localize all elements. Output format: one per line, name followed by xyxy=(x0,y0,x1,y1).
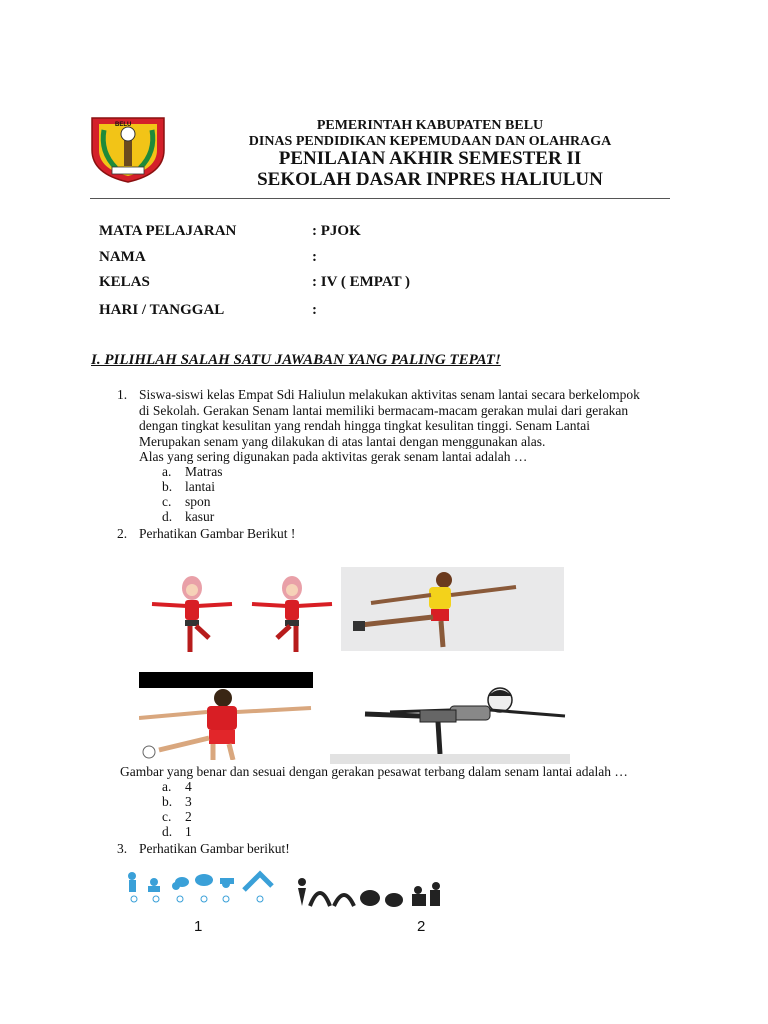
info-label-day-date: HARI / TANGGAL xyxy=(99,302,225,318)
question-1-option-b[interactable]: b. lantai xyxy=(162,479,215,494)
question-1-number: 1. xyxy=(117,387,128,402)
figure-girls-airplane-pose xyxy=(147,568,340,656)
info-label-name: NAMA xyxy=(99,249,146,265)
info-label-subject: MATA PELAJARAN xyxy=(99,223,237,239)
logo-text: BELU xyxy=(115,122,132,128)
question-2-text: Gambar yang benar dan sesuai dengan gerakan pesawat terbang dalam senam lantai adalah … xyxy=(120,764,628,779)
figure-roll-sequence-2 xyxy=(296,876,444,912)
header-exam-title: PENILAIAN AKHIR SEMESTER II xyxy=(278,148,582,169)
question-1-line: di Sekolah. Gerakan Senam lantai memiliki bermacam-macam gerakan mulai dari gerakan xyxy=(139,403,629,418)
info-value-subject: : PJOK xyxy=(312,223,361,239)
figure-boy-airplane-photo xyxy=(341,567,564,651)
question-2-number: 2. xyxy=(117,526,128,541)
question-1-option-a[interactable]: a. Matras xyxy=(162,464,223,479)
question-2-option-c[interactable]: c. 2 xyxy=(162,809,192,824)
info-value-name: : xyxy=(312,249,317,265)
info-label-class: KELAS xyxy=(99,274,150,290)
info-value-day-date: : xyxy=(312,302,317,318)
figure-boy-line-drawing xyxy=(330,680,570,764)
header-divider xyxy=(90,198,670,199)
question-2-option-b[interactable]: b. 3 xyxy=(162,794,192,809)
figure-boy-red-shirt xyxy=(139,672,313,760)
question-2-option-d[interactable]: d. 1 xyxy=(162,824,192,839)
school-logo xyxy=(86,112,170,184)
figure-label-2: 2 xyxy=(417,918,426,935)
question-2-prompt: Perhatikan Gambar Berikut ! xyxy=(139,526,296,541)
header-school-name: SEKOLAH DASAR INPRES HALIULUN xyxy=(257,169,603,190)
question-1-line: Alas yang sering digunakan pada aktivitas gerak senam lantai adalah … xyxy=(139,449,528,464)
question-3-number: 3. xyxy=(117,841,128,856)
section-title: I. PILIHLAH SALAH SATU JAWABAN YANG PALING TEPAT! xyxy=(91,352,501,368)
question-1-option-d[interactable]: d. kasur xyxy=(162,509,215,524)
figure-label-1: 1 xyxy=(194,918,203,935)
question-1-line: Merupakan senam yang dilakukan di atas lantai dengan menggunakan alas. xyxy=(139,434,546,449)
info-value-class: : IV ( EMPAT ) xyxy=(312,274,411,290)
question-1-line: dengan tingkat kesulitan yang rendah hingga tingkat kesulitan tinggi. Senam Lantai xyxy=(139,418,591,433)
header-department: DINAS PENDIDIKAN KEPEMUDAAN DAN OLAHRAGA xyxy=(248,134,612,149)
header-government: PEMERINTAH KABUPATEN BELU xyxy=(316,118,544,133)
question-2-option-a[interactable]: a. 4 xyxy=(162,779,192,794)
question-1-option-c[interactable]: c. spon xyxy=(162,494,211,509)
question-1-line: Siswa-siswi kelas Empat Sdi Haliulun melakukan aktivitas senam lantai secara berkelompok xyxy=(139,387,640,402)
question-3-prompt: Perhatikan Gambar berikut! xyxy=(139,841,290,856)
figure-roll-sequence-1 xyxy=(126,868,276,904)
